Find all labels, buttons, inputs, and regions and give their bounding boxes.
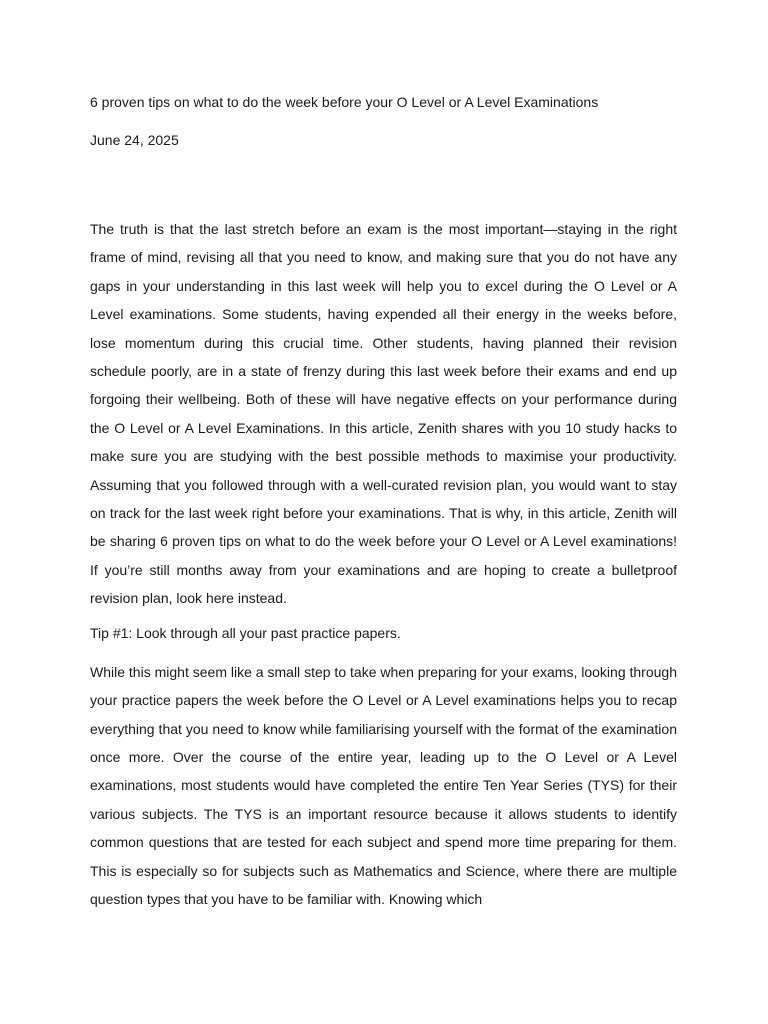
article-title: 6 proven tips on what to do the week before your O Level or A Level Examinations	[90, 94, 599, 110]
document-page	[90, 92, 677, 913]
intro-paragraph: The truth is that the last stretch before an exam is the most important—staying in the right frame of mind, revising all that you need to know, and making sure that you do not have any gaps in your understanding in this last week will help you to excel during the O Level or A Level examinations. Some students, having expended all their energy in the weeks before, lose momentum during this crucial time. Other students, having planned their revision schedule poorly, are in a state of frenzy during this last week before their exams and end up forgoing their wellbeing. Both of these will have negative effects on your performance during the O Level or A Level Examinations. In this article, Zenith shares with you 10 study hacks to make sure you are studying with the best possible methods to maximise your productivity. Assuming that you followed through with a well-curated revision plan, you would want to stay on track for the last week right before your examinations. That is why, in this article, Zenith will be sharing 6 proven tips on what to do the week before your O Level or A Level examinations! If you’re still months away from your examinations and are hoping to create a bulletproof revision plan, look here instead.	[90, 221, 677, 607]
tip-1-paragraph: While this might seem like a small step to take when preparing for your exams, looking through your practice papers the week before the O Level or A Level examinations helps you to recap everything that you need to know while familiarising yourself with the format of the examination once more. Over the course of the entire year, leading up to the O Level or A Level examinations, most students would have completed the entire Ten Year Series (TYS) for their various subjects. The TYS is an important resource because it allows students to identify common questions that are tested for each subject and spend more time preparing for them. This is especially so for subjects such as Mathematics and Science, where there are multiple question types that you have to be familiar with. Knowing which	[90, 663, 677, 907]
article-date: June 24, 2025	[90, 132, 179, 148]
tip-1-heading: Tip #1: Look through all your past practice papers.	[90, 624, 401, 641]
